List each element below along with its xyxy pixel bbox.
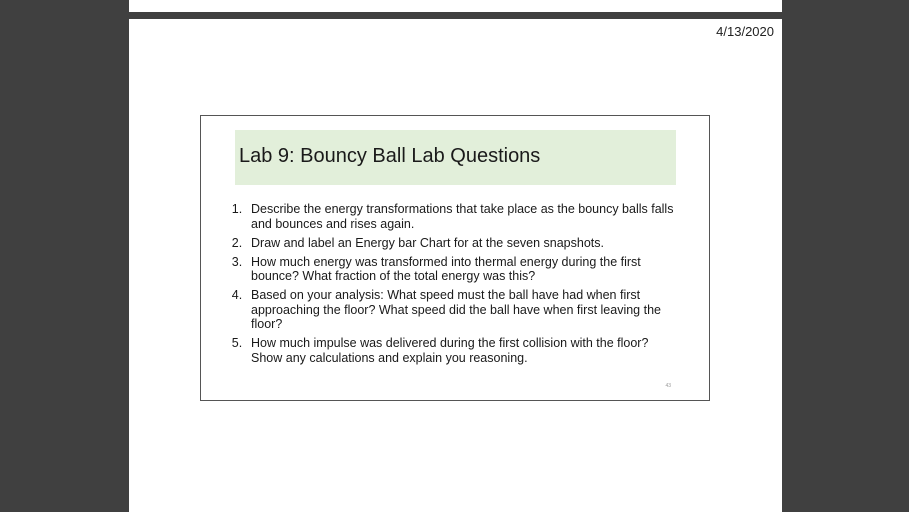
question-item bbox=[223, 236, 683, 251]
question-item bbox=[223, 255, 683, 284]
question-list bbox=[223, 202, 683, 370]
question-number: 2. bbox=[231, 235, 243, 250]
question-number: 1. bbox=[231, 202, 243, 216]
slide-title-box bbox=[235, 130, 676, 185]
question-text: Based on your analysis: What speed must the ball have had when first approaching the floor? What speed did the ball have when first leaving the floor? bbox=[251, 288, 661, 331]
question-number: 5. bbox=[231, 336, 243, 350]
question-item bbox=[223, 202, 683, 231]
question-text: How much impulse was delivered during the first collision with the floor? Show any calculations and explain you reasoning. bbox=[251, 336, 649, 365]
question-number: 4. bbox=[231, 288, 243, 302]
question-item bbox=[223, 336, 683, 365]
slide-title: Lab 9: Bouncy Ball Lab Questions bbox=[239, 145, 541, 167]
question-item bbox=[223, 288, 683, 332]
question-text: Describe the energy transformations that take place as the bouncy balls falls and bounces and rises again. bbox=[251, 202, 674, 231]
question-number: 3. bbox=[231, 254, 243, 269]
slide-frame bbox=[200, 115, 710, 401]
page-date: 4/13/2020 bbox=[716, 24, 774, 39]
question-text: Draw and label an Energy bar Chart for at the seven snapshots. bbox=[251, 235, 604, 250]
document-page bbox=[129, 19, 782, 512]
slide-number: 43 bbox=[665, 383, 671, 389]
previous-page-edge bbox=[129, 0, 782, 12]
question-text: How much energy was transformed into thermal energy during the first bounce? What fraction of the total energy was this? bbox=[251, 254, 641, 283]
